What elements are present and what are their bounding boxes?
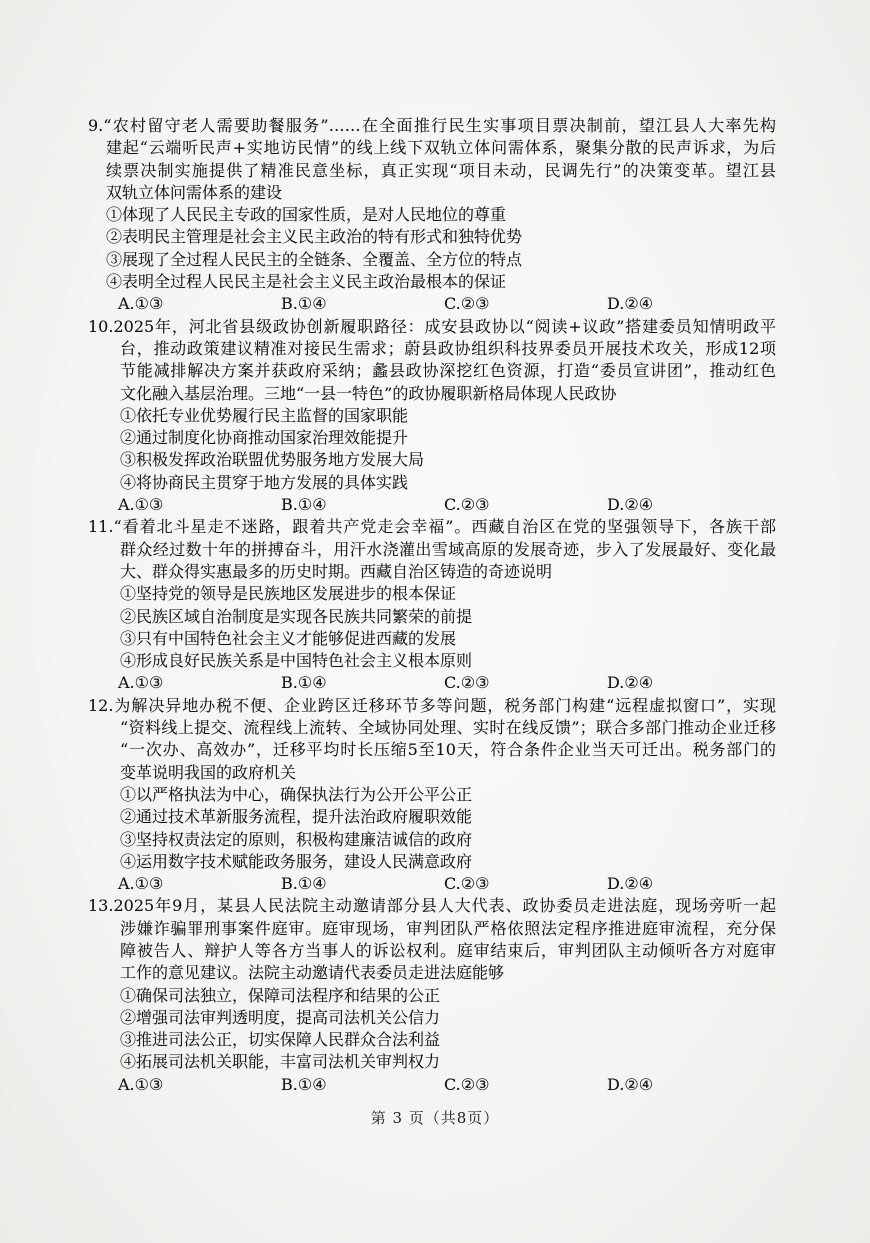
stem-line: 大、群众得实惠最多的历史时期。西藏自治区铸造的奇迹说明 (120, 561, 553, 581)
question-number: 13. (88, 896, 114, 916)
stem-line (88, 316, 776, 338)
choice-2: ②增强司法审判透明度，提高司法机关公信力 (120, 1007, 441, 1027)
option-b: B.①④ (281, 495, 327, 515)
answer-options (88, 672, 776, 694)
choice-2: ②通过技术革新服务流程，提升法治政府履职效能 (120, 807, 473, 827)
choice-2: ②民族区域自治制度是实现各民族共同繁荣的前提 (120, 606, 473, 626)
choice-4: ④将协商民主贯穿于地方发展的具体实践 (120, 472, 409, 492)
option-c: C.②③ (444, 495, 490, 515)
option-b: B.①④ (281, 1074, 327, 1094)
stem-line: “一次办、高效办”，迁移平均时长压缩5至10天，符合条件企业当天可迁出。税务部门的 (120, 740, 776, 760)
question-stem (88, 316, 776, 405)
option-a: A.①③ (118, 495, 164, 515)
question-12 (88, 695, 776, 896)
choice-3: ③坚持权责法定的原则，积极构建廉洁诚信的政府 (120, 829, 473, 849)
choice-4: ④形成良好民族关系是中国特色社会主义根本原则 (120, 651, 473, 671)
question-stem (88, 895, 776, 984)
question-stem (88, 516, 776, 583)
stem-text: “农村留守老人需要助餐服务”……在全面推行民生实事项目票决制前，望江县人大率先构 (103, 116, 776, 135)
option-a: A.①③ (118, 294, 164, 314)
stem-line: 群众经过数十年的拼搏奋斗，用汗水浇灌出雪域高原的发展奇迹，步入了发展最好、变化最 (120, 539, 776, 559)
stem-line: 工作的意见建议。法院主动邀请代表委员走进法庭能够 (120, 963, 505, 983)
question-11 (88, 516, 776, 694)
stem-line: 变革说明我国的政府机关 (120, 762, 297, 782)
question-9 (88, 115, 776, 316)
question-number: 11. (88, 517, 114, 537)
question-stem (88, 115, 776, 204)
choice-2: ②通过制度化协商推动国家治理效能提升 (120, 428, 409, 448)
question-number: 10. (88, 316, 114, 336)
option-b: B.①④ (281, 294, 327, 314)
choice-1: ①确保司法独立，保障司法程序和结果的公正 (120, 985, 441, 1005)
stem-line: 续票决制实施提供了精准民意坐标，真正实现“项目未动，民调先行”的决策变革。望江县 (106, 160, 776, 180)
option-d: D.②④ (607, 874, 654, 894)
question-stem (88, 695, 776, 784)
stem-line: 节能减排解决方案并获政府采纳；蠡县政协深挖红色资源，打造“委员宣讲团”，推动红色 (120, 361, 776, 381)
option-d: D.②④ (607, 495, 654, 515)
option-a: A.①③ (118, 673, 164, 693)
option-b: B.①④ (281, 673, 327, 693)
choice-1: ①依托专业优势履行民主监督的国家职能 (120, 405, 409, 425)
choice-2: ②表明民主管理是社会主义民主政治的特有形式和独特优势 (106, 227, 523, 247)
stem-line (88, 895, 776, 917)
question-10 (88, 316, 776, 517)
questions-area (88, 115, 776, 1096)
stem-line: 台，推动政策建议精准对接民生需求；蔚县政协组织科技界委员开展技术攻关，形成12项 (120, 338, 776, 358)
choice-4: ④运用数字技术赋能政务服务，建设人民满意政府 (120, 851, 473, 871)
stem-line (88, 695, 776, 717)
option-d: D.②④ (607, 1074, 654, 1094)
option-a: A.①③ (118, 1074, 164, 1094)
choice-1: ①体现了人民民主专政的国家性质，是对人民地位的尊重 (106, 205, 507, 225)
choice-4: ④表明全过程人民民主是社会主义民主政治最根本的保证 (106, 272, 507, 292)
option-a: A.①③ (118, 874, 164, 894)
stem-line: 双轨立体问需体系的建设 (106, 182, 283, 202)
choice-3: ③只有中国特色社会主义才能够促进西藏的发展 (120, 628, 457, 648)
stem-line: “资料线上提交、流程线上流转、全域协同处理、实时在线反馈”；联合多部门推动企业迁移 (120, 718, 776, 738)
answer-options (88, 1074, 776, 1096)
choice-1: ①以严格执法为中心，确保执法行为公开公平公正 (120, 784, 473, 804)
option-d: D.②④ (607, 673, 654, 693)
question-number: 9. (88, 116, 104, 135)
question-number: 12. (88, 695, 114, 715)
stem-line (88, 115, 776, 137)
stem-line: 障被告人、辩护人等各方当事人的诉讼权利。庭审结束后，审判团队主动倾听各方对庭审 (120, 940, 776, 960)
stem-text: “看着北斗星走不迷路，跟着共产党走会幸福”。西藏自治区在党的坚强领导下，各族干部 (113, 517, 776, 537)
answer-options (88, 494, 776, 516)
choice-4: ④拓展司法机关职能，丰富司法机关审判权力 (120, 1052, 441, 1072)
choice-3: ③积极发挥政治联盟优势服务地方发展大局 (120, 450, 425, 470)
stem-text: 2025年9月，某县人民法院主动邀请部分县人大代表、政协委员走进法庭，现场旁听一起 (113, 896, 776, 916)
choice-3: ③推进司法公正，切实保障人民群众合法利益 (120, 1030, 441, 1050)
stem-line: 涉嫌诈骗罪刑事案件庭审。庭审现场，审判团队严格依照法定程序推进庭审流程，充分保 (120, 918, 776, 938)
option-b: B.①④ (281, 874, 327, 894)
stem-line: 文化融入基层治理。三地“一县一特色”的政协履职新格局体现人民政协 (120, 383, 617, 403)
option-c: C.②③ (444, 1074, 490, 1094)
choice-1: ①坚持党的领导是民族地区发展进步的根本保证 (120, 584, 457, 604)
stem-text: 为解决异地办税不便、企业跨区迁移环节多等问题，税务部门构建“远程虚拟窗口”，实现 (113, 695, 776, 715)
option-c: C.②③ (444, 874, 490, 894)
stem-text: 2025年，河北省县级政协创新履职路径：成安县政协以“阅读+议政”搭建委员知情明政平 (113, 316, 776, 336)
option-c: C.②③ (444, 673, 490, 693)
choice-3: ③展现了全过程人民民主的全链条、全覆盖、全方位的特点 (106, 249, 523, 269)
stem-line (88, 516, 776, 538)
stem-line: 建起“云端听民声+实地访民情”的线上线下双轨立体问需体系，聚集分散的民声诉求，为后 (106, 138, 776, 158)
page-footer: 第 3 页（共8页） (370, 1109, 500, 1127)
option-c: C.②③ (444, 294, 490, 314)
question-13 (88, 895, 776, 1096)
answer-options (88, 293, 776, 315)
option-d: D.②④ (607, 294, 654, 314)
answer-options (88, 873, 776, 895)
